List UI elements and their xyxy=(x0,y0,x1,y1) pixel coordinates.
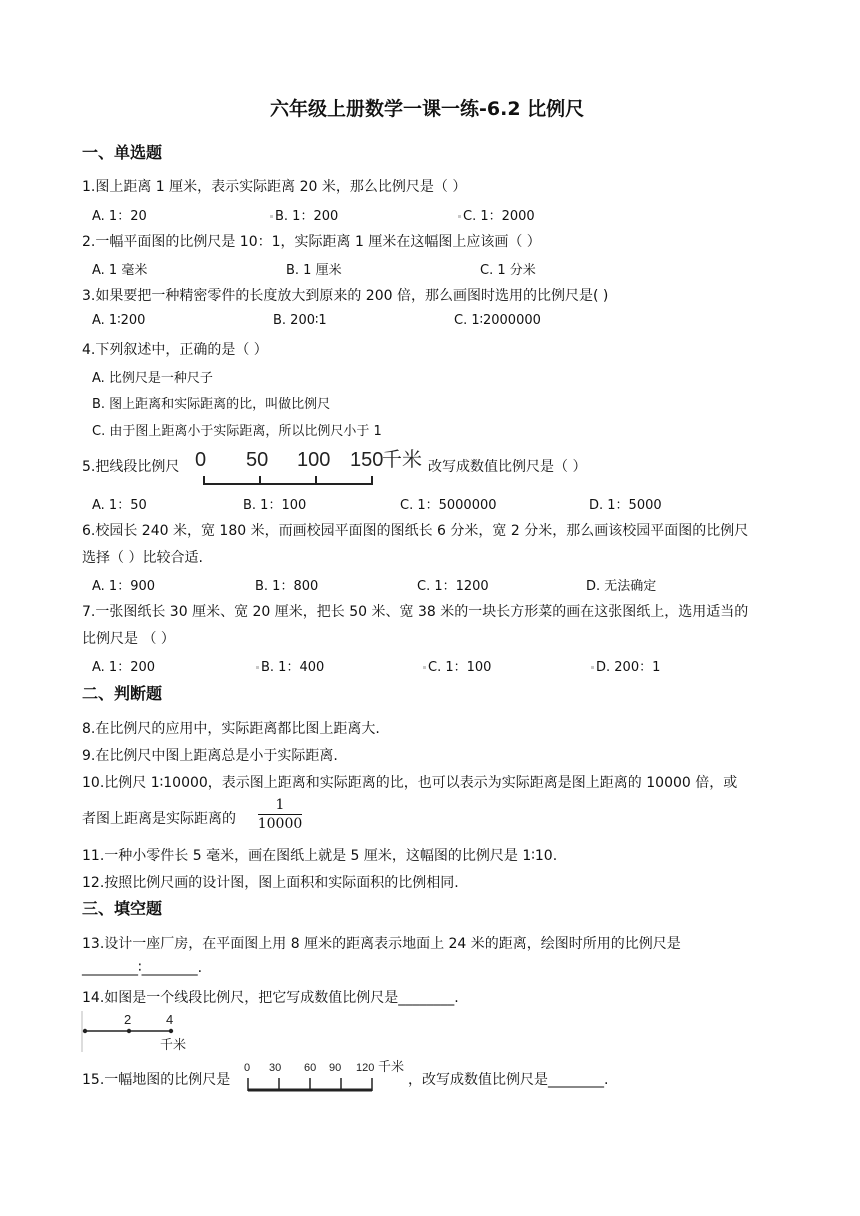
scale-tick-label: 0 xyxy=(244,1062,251,1074)
option-6c[interactable]: C. 1：1200 xyxy=(417,579,489,594)
section-heading-single-choice: 一、单选题 xyxy=(82,143,163,162)
option-4b[interactable]: B. 图上距离和实际距离的比，叫做比例尺 xyxy=(92,397,331,412)
option-marker-icon xyxy=(423,666,426,669)
option-3b[interactable]: B. 200∶1 xyxy=(273,313,327,328)
option-7d[interactable] xyxy=(591,656,660,675)
question-10-line1: 10.比例尺 1∶10000，表示图上距离和实际距离的比，也可以表示为实际距离是图上距离的 10000 倍，或 xyxy=(82,775,738,791)
scale-tick-label: 150 xyxy=(350,449,384,471)
line-scale-figure-q14 xyxy=(80,1009,192,1055)
option-5d[interactable]: D. 1：5000 xyxy=(589,498,662,513)
question-1: 1.图上距离 1 厘米，表示实际距离 20 米，那么比例尺是（ ） xyxy=(82,179,467,195)
option-3c[interactable]: C. 1∶2000000 xyxy=(454,313,541,328)
scale-tick-label: 50 xyxy=(246,449,269,471)
option-1b[interactable] xyxy=(270,205,338,224)
line-scale-figure-q5 xyxy=(192,444,432,490)
option-3a[interactable]: A. 1∶200 xyxy=(92,313,146,328)
option-7c-label: C. 1：100 xyxy=(428,660,492,675)
scale-tick-label: 60 xyxy=(304,1062,317,1074)
option-4a[interactable]: A. 比例尺是一种尺子 xyxy=(92,371,213,386)
option-4c[interactable]: C. 由于图上距离小于实际距离，所以比例尺小于 1 xyxy=(92,424,382,439)
section-heading-fill-in: 三、填空题 xyxy=(82,899,163,918)
question-12: 12.按照比例尺画的设计图，图上面积和实际面积的比例相同. xyxy=(82,875,459,891)
option-5c[interactable]: C. 1：5000000 xyxy=(400,498,497,513)
option-marker-icon xyxy=(458,215,461,218)
option-7c[interactable] xyxy=(423,656,491,675)
question-5-prefix: 5.把线段比例尺 xyxy=(82,459,180,475)
option-marker-icon xyxy=(256,666,259,669)
question-13-line2: ________∶________. xyxy=(82,960,203,976)
question-8: 8.在比例尺的应用中，实际距离都比图上距离大. xyxy=(82,721,380,737)
fraction-denominator: 10000 xyxy=(257,816,303,832)
section-heading-true-false: 二、判断题 xyxy=(82,684,163,703)
option-marker-icon xyxy=(270,215,273,218)
option-1c[interactable] xyxy=(458,205,535,224)
question-2: 2.一幅平面图的比例尺是 10：1，实际距离 1 厘米在这幅图上应该画（ ） xyxy=(82,234,541,250)
option-7b-label: B. 1：400 xyxy=(261,660,325,675)
question-15-prefix: 15.一幅地图的比例尺是 xyxy=(82,1072,231,1088)
question-11: 11.一种小零件长 5 毫米，画在图纸上就是 5 厘米，这幅图的比例尺是 1∶10. xyxy=(82,848,558,864)
fraction-1-over-10000 xyxy=(256,797,304,832)
option-2a[interactable]: A. 1 毫米 xyxy=(92,263,148,278)
question-5-suffix: 改写成数值比例尺是（ ） xyxy=(428,459,587,475)
option-5a[interactable]: A. 1：50 xyxy=(92,498,147,513)
option-6d[interactable]: D. 无法确定 xyxy=(586,579,657,594)
option-6b[interactable]: B. 1：800 xyxy=(255,579,319,594)
option-1a[interactable]: A. 1：20 xyxy=(92,209,147,224)
scale-tick-label: 120 xyxy=(356,1062,375,1074)
scale-tick-label: 30 xyxy=(269,1062,282,1074)
scale-unit-label: 千米 xyxy=(160,1037,187,1052)
question-15-suffix: ，改写成数值比例尺是________. xyxy=(408,1072,609,1088)
option-7a[interactable]: A. 1：200 xyxy=(92,660,156,675)
question-13-line1: 13.设计一座厂房，在平面图上用 8 厘米的距离表示地面上 24 米的距离，绘图时所用的比例尺是 xyxy=(82,936,681,952)
option-1c-label: C. 1：2000 xyxy=(463,209,535,224)
scale-tick-label: 4 xyxy=(166,1012,174,1027)
scale-tick-label: 2 xyxy=(124,1012,132,1027)
question-14: 14.如图是一个线段比例尺，把它写成数值比例尺是________. xyxy=(82,990,459,1006)
option-1b-label: B. 1：200 xyxy=(275,209,339,224)
option-7d-label: D. 200：1 xyxy=(596,660,661,675)
question-9: 9.在比例尺中图上距离总是小于实际距离. xyxy=(82,748,338,764)
page-title: 六年级上册数学一课一练-6.2 比例尺 xyxy=(270,98,585,120)
question-6-line1: 6.校园长 240 米，宽 180 米，而画校园平面图的图纸长 6 分米，宽 2 分米，那么画该校园平面图的比例尺 xyxy=(82,523,749,539)
option-2b[interactable]: B. 1 厘米 xyxy=(286,263,342,278)
fraction-numerator: 1 xyxy=(275,797,285,813)
option-5b[interactable]: B. 1：100 xyxy=(243,498,307,513)
scale-tick-label: 0 xyxy=(195,449,207,471)
question-10-line2: 者图上距离是实际距离的 xyxy=(82,811,236,827)
scale-unit-label: 千米 xyxy=(378,1059,405,1074)
option-7b[interactable] xyxy=(256,656,324,675)
question-6-line2: 选择（ ）比较合适. xyxy=(82,550,203,566)
option-marker-icon xyxy=(591,666,594,669)
question-3: 3.如果要把一种精密零件的长度放大到原来的 200 倍，那么画图时选用的比例尺是( ) xyxy=(82,288,609,304)
question-7-line2: 比例尺是 （ ） xyxy=(82,631,175,647)
question-7-line1: 7.一张图纸长 30 厘米、宽 20 厘米，把长 50 米、宽 38 米的一块长方形菜的画在这张图纸上，选用适当的 xyxy=(82,604,749,620)
line-scale-figure-q15 xyxy=(240,1058,412,1094)
question-4: 4.下列叙述中，正确的是（ ） xyxy=(82,342,268,358)
option-6a[interactable]: A. 1：900 xyxy=(92,579,156,594)
scale-unit-label: 千米 xyxy=(382,449,422,471)
option-2c[interactable]: C. 1 分米 xyxy=(480,263,536,278)
fraction-bar xyxy=(258,814,302,815)
scale-tick-label: 100 xyxy=(297,449,331,471)
scale-tick-label: 90 xyxy=(329,1062,342,1074)
